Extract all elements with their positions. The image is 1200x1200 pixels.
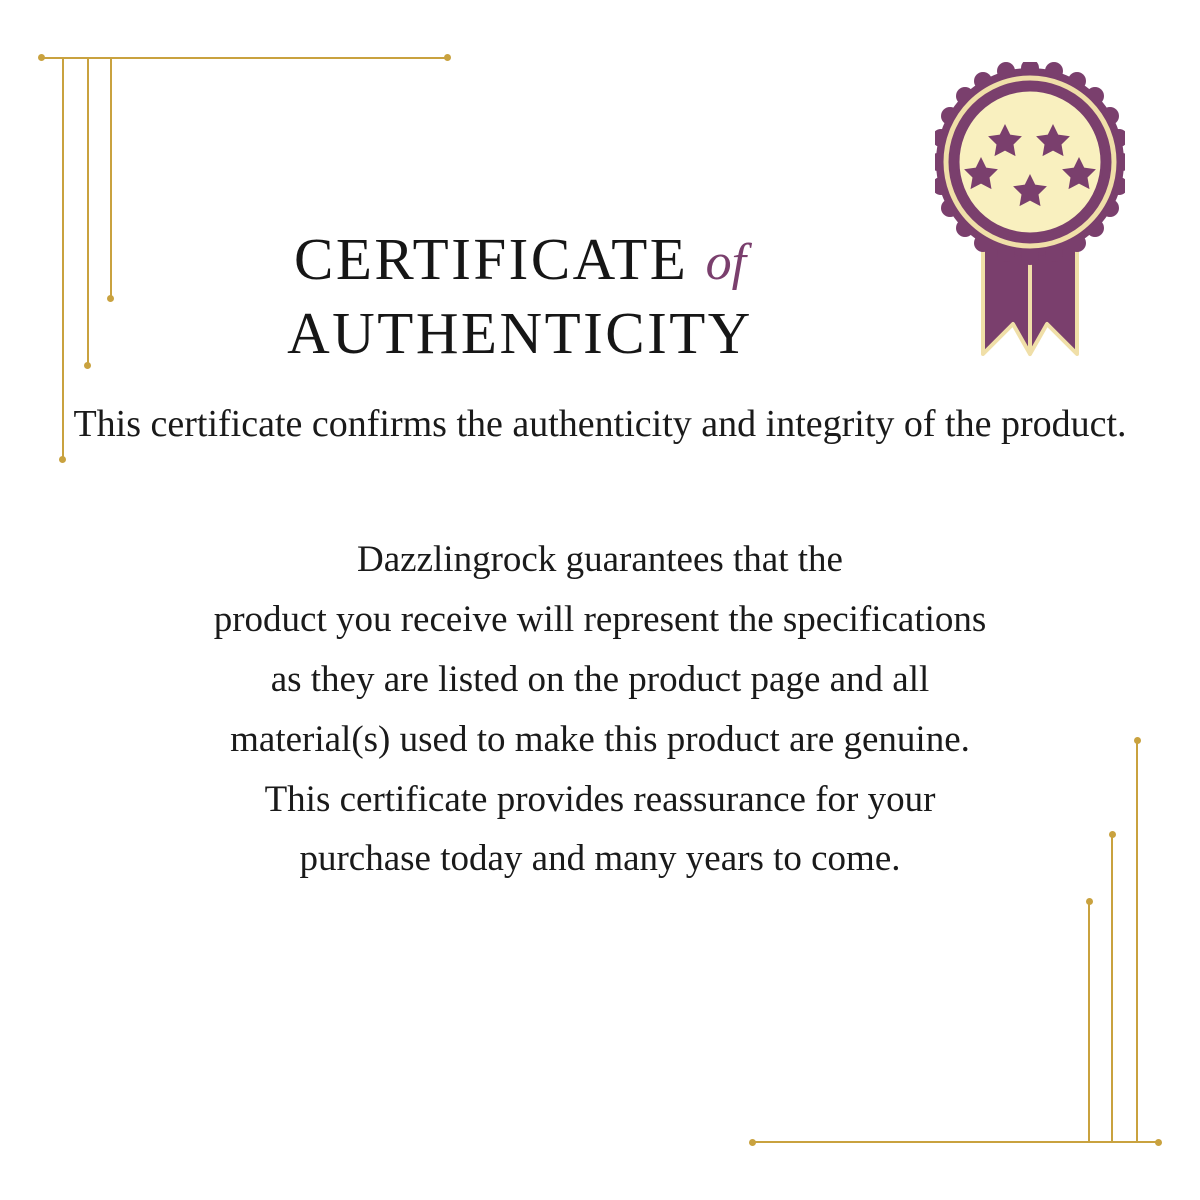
page-title — [0, 0, 1200, 371]
title-of: of — [705, 234, 747, 291]
body-line-6: purchase today and many years to come. — [299, 838, 901, 880]
body-line-5: This certificate provides reassurance for your — [264, 778, 936, 820]
body-line-4: material(s) used to make this product are genuine. — [230, 718, 970, 760]
certificate-subtitle: This certificate confirms the authenticity and integrity of the product. — [73, 402, 1127, 445]
deco-dot-vertical-6-end — [1086, 898, 1093, 905]
body-line-1: Dazzlingrock guarantees that the — [357, 538, 843, 580]
title-second: AUTHENTICITY — [287, 300, 753, 367]
certificate-body — [0, 452, 1200, 890]
body-line-2: product you receive will represent the specifications — [213, 598, 987, 640]
deco-dot-bottom-right-corner — [1155, 1139, 1162, 1146]
deco-dot-bottom-left-end — [749, 1139, 756, 1146]
title-main: CERTIFICATE — [293, 226, 689, 292]
body-line-3: as they are listed on the product page and all — [270, 658, 930, 700]
deco-line-horizontal-bottom — [753, 1141, 1158, 1143]
deco-line-vertical-6 — [1088, 901, 1090, 1143]
